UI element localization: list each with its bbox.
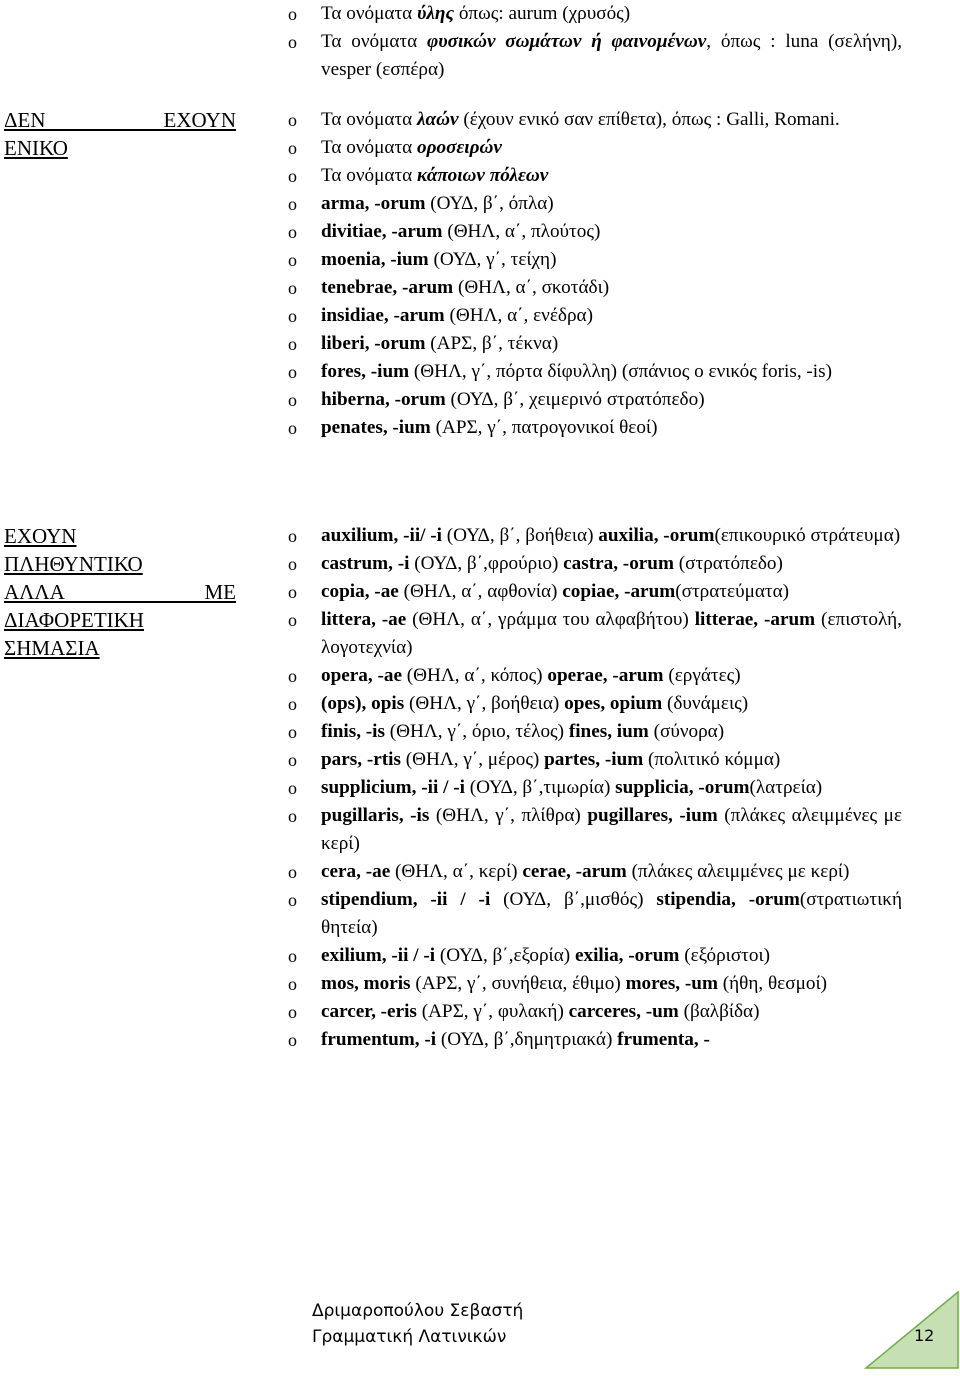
bullet-marker: o — [288, 278, 297, 298]
list-item — [288, 358, 902, 386]
list-item-text — [321, 581, 789, 602]
emphasized-term: litterae, -arum — [694, 609, 816, 630]
bullet-marker: o — [288, 666, 297, 686]
list-item-text — [321, 389, 705, 410]
text-run: (λατρεία) — [749, 777, 823, 798]
list-item — [288, 218, 902, 246]
list-item — [288, 302, 902, 330]
bullet-marker: o — [288, 1002, 297, 1022]
emphasized-term: insidiae, -arum — [321, 305, 445, 326]
text-run: Τα ονόματα — [321, 3, 418, 24]
list-item — [288, 718, 902, 746]
bullet-marker: o — [288, 582, 297, 602]
emphasized-term: penates, -ium — [321, 417, 431, 438]
text-run: (ΑΡΣ, γ΄, φυλακή) — [416, 1001, 569, 1022]
list-item — [288, 246, 902, 274]
list-item — [288, 162, 902, 190]
text-run: Τα ονόματα — [321, 165, 418, 186]
bullet-marker: o — [288, 862, 297, 882]
text-run: (εξόριστοι) — [679, 945, 771, 966]
bullet-marker: o — [288, 722, 297, 742]
list-item — [288, 550, 902, 578]
text-run: (ΘΗΛ, α΄, πλούτος) — [442, 221, 601, 242]
list-item-text — [321, 609, 902, 658]
list-item — [288, 774, 902, 802]
bullet-marker: o — [288, 306, 297, 326]
list-item-text — [321, 3, 630, 24]
bullet-marker: o — [288, 362, 297, 382]
list-item — [288, 998, 902, 1026]
list-item — [288, 106, 902, 134]
list-item — [288, 1026, 902, 1054]
text-run: (στρατιωτική θητεία) — [321, 889, 902, 938]
emphasized-term: opes, opium — [564, 693, 663, 714]
list-item — [288, 190, 902, 218]
section-label-line: ΕΧΟΥΝ — [4, 524, 77, 548]
text-run: (ΑΡΣ, γ΄, πατρογονικοί θεοί) — [430, 417, 658, 438]
text-run: (ΘΗΛ, γ΄, πόρτα δίφυλλη) (σπάνιος ο ενικός foris, -is) — [409, 361, 832, 382]
list-item — [288, 386, 902, 414]
list-item — [288, 746, 902, 774]
text-run: (στρατεύματα) — [675, 581, 790, 602]
text-run: (ΟΥΔ, β΄,τιμωρία) — [464, 777, 616, 798]
emphasized-term: pugillares, -ium — [587, 805, 718, 826]
text-run: (εργάτες) — [663, 665, 741, 686]
section-label-line: ΔΕΝ ΕΧΟΥΝ — [4, 108, 236, 132]
text-run: , όπως : luna (σελήνη), vesper (εσπέρα) — [321, 31, 903, 80]
section-label-line: ΑΛΛΑ ΜΕ — [4, 580, 236, 604]
list-item — [288, 942, 902, 970]
text-run: (ΑΡΣ, γ΄, συνήθεια, έθιμο) — [410, 973, 626, 994]
emphasized-term: divitiae, -arum — [321, 221, 443, 242]
text-run: (επιστολή, λογοτεχνία) — [321, 609, 902, 658]
footer — [312, 1298, 523, 1350]
list-item — [288, 970, 902, 998]
emphasized-term: castra, -orum — [563, 553, 674, 574]
text-run: (ΟΥΔ, β΄, όπλα) — [425, 193, 554, 214]
footer-author: Δριμαροπούλου Σεβαστή — [312, 1301, 524, 1321]
text-run: (ΟΥΔ, β΄,εξορία) — [435, 945, 575, 966]
bullet-marker: o — [288, 610, 297, 630]
list-item-text — [321, 305, 593, 326]
emphasized-term: φυσικών σωμάτων ή φαινομένων — [427, 31, 707, 52]
list-item — [288, 802, 902, 858]
list-item-text — [321, 193, 554, 214]
list-item-text — [321, 1001, 759, 1022]
emphasized-term: mores, -um — [625, 973, 718, 994]
emphasized-term: castrum, -i — [321, 553, 410, 574]
list-item-text — [321, 693, 748, 714]
emphasized-term: auxilium, -ii/ -i — [321, 525, 442, 546]
list-item — [288, 330, 902, 358]
page-corner-fold-icon — [864, 1290, 960, 1370]
text-run: (ΘΗΛ, γ΄, βοήθεια) — [404, 693, 565, 714]
list-item-text — [321, 249, 556, 270]
bullet-marker: o — [288, 222, 297, 242]
emphasized-term: exilium, -ii / -i — [321, 945, 436, 966]
emphasized-term: carcer, -eris — [321, 1001, 417, 1022]
text-run: (πλάκες αλειμμένες με κερί) — [626, 861, 850, 882]
emphasized-term: cera, -ae — [321, 861, 391, 882]
bullet-marker: o — [288, 1030, 297, 1050]
section-label-line: ΕΝΙΚΟ — [4, 136, 68, 160]
bullet-marker: o — [288, 554, 297, 574]
emphasized-term: tenebrae, -arum — [321, 277, 454, 298]
text-run: (ΘΗΛ, α΄, ενέδρα) — [444, 305, 593, 326]
text-run: (ΘΗΛ, α΄, αφθονία) — [398, 581, 563, 602]
emphasized-term: (ops), opis — [321, 693, 405, 714]
text-run: (ΟΥΔ, β΄, βοήθεια) — [442, 525, 599, 546]
bullet-marker: o — [288, 194, 297, 214]
list-item — [288, 886, 902, 942]
section-label-line: ΔΙΑΦΟΡΕΤΙΚΗ — [4, 608, 144, 632]
text-run: (δυνάμεις) — [662, 693, 749, 714]
emphasized-term: auxilia, -orum — [598, 525, 715, 546]
list-item-text — [321, 137, 502, 158]
emphasized-term: ύλης — [417, 3, 455, 24]
list-item — [288, 0, 902, 28]
text-run: (ΟΥΔ, β΄, χειμερινό στρατόπεδο) — [445, 389, 705, 410]
bullet-marker: o — [288, 250, 297, 270]
emphasized-term: arma, -orum — [321, 193, 426, 214]
list-item-text — [321, 721, 724, 742]
text-run: (ΘΗΛ, α΄, κερί) — [390, 861, 523, 882]
section-label-line: ΣΗΜΑΣΙΑ — [4, 636, 100, 660]
list-item — [288, 134, 902, 162]
text-run: (έχουν ενικό σαν επίθετα), όπως : Galli, Romani. — [458, 109, 840, 130]
emphasized-term: pugillaris, -is — [321, 805, 430, 826]
text-run: Τα ονόματα — [321, 137, 418, 158]
bullet-marker: o — [288, 334, 297, 354]
text-run: (βαλβίδα) — [678, 1001, 760, 1022]
text-run: (ΘΗΛ, α΄, σκοτάδι) — [453, 277, 610, 298]
text-run: (ΘΗΛ, α΄, γράμμα του αλφαβήτου) — [406, 609, 695, 630]
list-item-text — [321, 165, 548, 186]
emphasized-term: οροσειρών — [417, 137, 502, 158]
emphasized-term: liberi, -orum — [321, 333, 426, 354]
bullet-marker: o — [288, 32, 297, 52]
list-item — [288, 414, 902, 442]
list-item-text — [321, 221, 600, 242]
text-run: (ΘΗΛ, γ΄, όριο, τέλος) — [384, 721, 569, 742]
bullet-marker: o — [288, 390, 297, 410]
list-item-text — [321, 945, 770, 966]
list-item — [288, 690, 902, 718]
emphasized-term: exilia, -orum — [574, 945, 680, 966]
text-run: (ΘΗΛ, γ΄, πλίθρα) — [429, 805, 588, 826]
emphasized-term: opera, -ae — [321, 665, 402, 686]
list-item-text — [321, 973, 827, 994]
bullet-marker: o — [288, 166, 297, 186]
list-item — [288, 28, 902, 84]
emphasized-term: supplicium, -ii / -i — [321, 777, 465, 798]
bullet-marker: o — [288, 974, 297, 994]
text-run: (ΑΡΣ, β΄, τέκνα) — [425, 333, 559, 354]
section-label — [4, 106, 236, 162]
list-item-text — [321, 361, 832, 382]
emphasized-term: hiberna, -orum — [321, 389, 446, 410]
list-item-text — [321, 417, 657, 438]
list-item — [288, 578, 902, 606]
text-run: (σύνορα) — [648, 721, 725, 742]
list-item-text — [321, 31, 902, 80]
text-run: Τα ονόματα — [321, 31, 428, 52]
text-run: (ΟΥΔ, β΄,δημητριακά) — [436, 1029, 618, 1050]
bullet-marker: o — [288, 418, 297, 438]
list-item-text — [321, 805, 902, 854]
emphasized-term: fines, ium — [568, 721, 649, 742]
section-label — [4, 522, 236, 662]
emphasized-term: frumentum, -i — [321, 1029, 437, 1050]
list-item-text — [321, 777, 822, 798]
emphasized-term: carceres, -um — [568, 1001, 679, 1022]
list-item — [288, 274, 902, 302]
text-run: Τα ονόματα — [321, 109, 418, 130]
bullet-marker: o — [288, 4, 297, 24]
list-item-text — [321, 665, 741, 686]
bullet-list — [288, 522, 902, 1054]
emphasized-term: littera, -ae — [321, 609, 407, 630]
section-label-line: ΠΛΗΘΥΝΤΙΚΟ — [4, 552, 143, 576]
emphasized-term: moenia, -ium — [321, 249, 429, 270]
emphasized-term: λαών — [417, 109, 459, 130]
bullet-list — [288, 106, 902, 442]
list-item — [288, 858, 902, 886]
bullet-marker: o — [288, 778, 297, 798]
list-item-text — [321, 525, 900, 546]
emphasized-term: κάποιων πόλεων — [417, 165, 549, 186]
list-item-text — [321, 109, 840, 130]
text-run: όπως: aurum (χρυσός) — [454, 3, 631, 24]
footer-title: Γραμματική Λατινικών — [312, 1327, 507, 1347]
text-run: (ΘΗΛ, γ΄, μέρος) — [400, 749, 545, 770]
emphasized-term: supplicia, -orum — [615, 777, 750, 798]
list-item — [288, 606, 902, 662]
text-run: (επικουρικό στράτευμα) — [714, 525, 901, 546]
emphasized-term: pars, -rtis — [321, 749, 401, 770]
emphasized-term: frumenta, - — [617, 1029, 710, 1050]
list-item-text — [321, 277, 609, 298]
emphasized-term: operae, -arum — [547, 665, 664, 686]
list-item — [288, 522, 902, 550]
emphasized-term: copiae, -arum — [562, 581, 676, 602]
list-item — [288, 662, 902, 690]
text-run: (ΟΥΔ, γ΄, τείχη) — [428, 249, 557, 270]
bullet-marker: o — [288, 694, 297, 714]
bullet-marker: o — [288, 750, 297, 770]
list-item-text — [321, 1029, 710, 1050]
list-item-text — [321, 889, 902, 938]
emphasized-term: finis, -is — [321, 721, 385, 742]
bullet-marker: o — [288, 138, 297, 158]
list-item-text — [321, 333, 558, 354]
text-run: (πλάκες αλειμμένες με κερί) — [321, 805, 902, 854]
bullet-marker: o — [288, 890, 297, 910]
list-item-text — [321, 861, 849, 882]
page-number: 12 — [914, 1326, 935, 1345]
bullet-marker: o — [288, 526, 297, 546]
emphasized-term: mos, moris — [321, 973, 411, 994]
emphasized-term: stipendium, -ii / -i — [321, 889, 491, 910]
bullet-marker: o — [288, 110, 297, 130]
emphasized-term: cerae, -arum — [522, 861, 627, 882]
emphasized-term: partes, -ium — [544, 749, 644, 770]
text-run: (στρατόπεδο) — [673, 553, 783, 574]
text-run: (ΟΥΔ, β΄,μισθός) — [490, 889, 657, 910]
emphasized-term: copia, -ae — [321, 581, 399, 602]
text-run: (ΟΥΔ, β΄,φρούριο) — [409, 553, 564, 574]
bullet-marker: o — [288, 806, 297, 826]
text-run: (ήθη, θεσμοί) — [717, 973, 828, 994]
emphasized-term: fores, -ium — [321, 361, 410, 382]
emphasized-term: stipendia, -orum — [656, 889, 800, 910]
bullet-marker: o — [288, 946, 297, 966]
text-run: (ΘΗΛ, α΄, κόπος) — [402, 665, 548, 686]
list-item-text — [321, 553, 783, 574]
bullet-list — [288, 0, 902, 84]
list-item-text — [321, 749, 780, 770]
text-run: (πολιτικό κόμμα) — [643, 749, 781, 770]
